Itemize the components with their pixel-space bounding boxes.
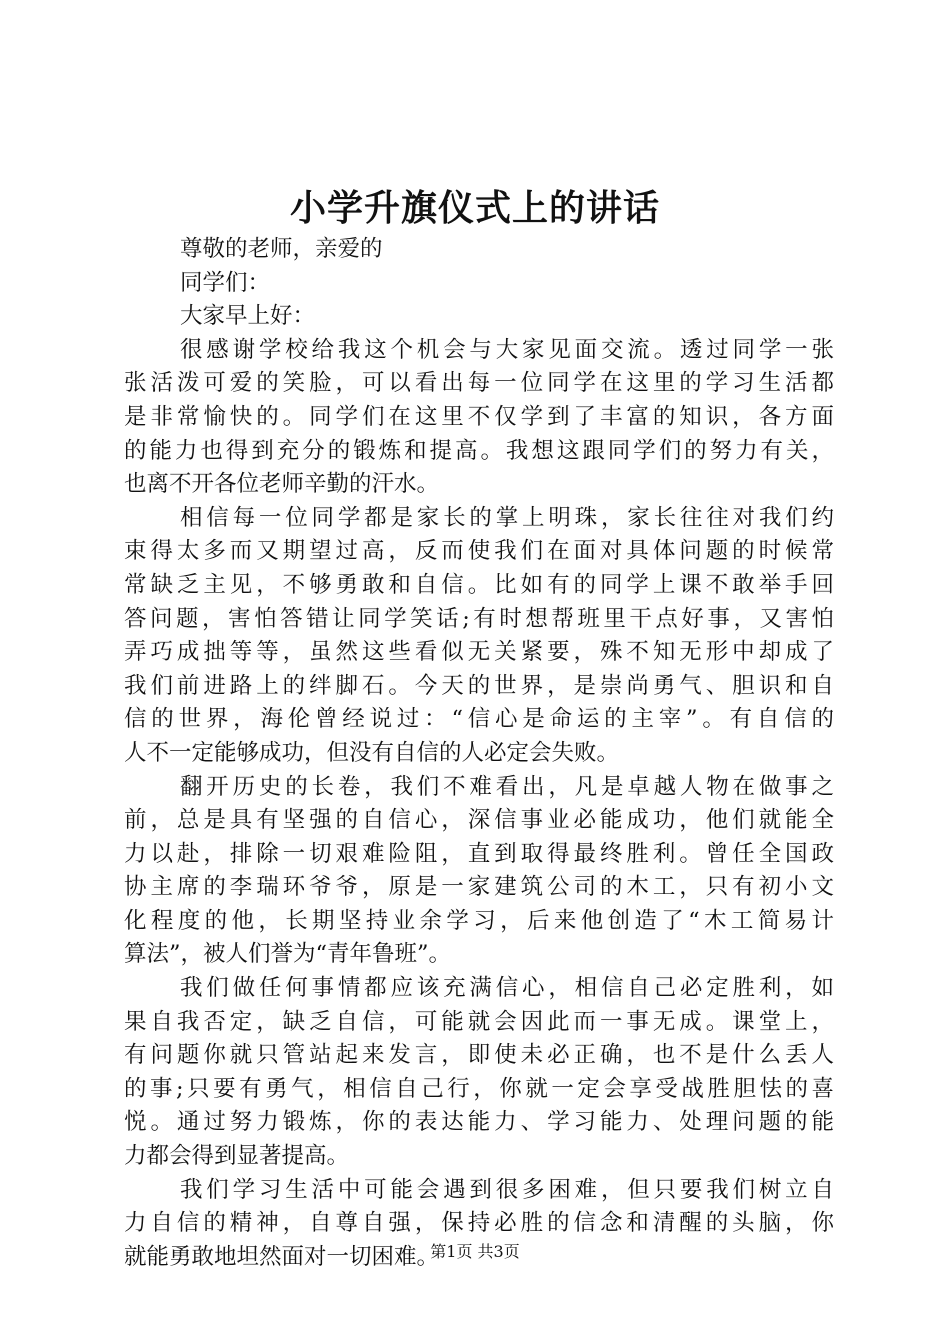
text-line: 悦。通过努力锻炼，你的表达能力、学习能力、处理问题的能	[124, 1109, 834, 1136]
text-line: 常缺乏主见，不够勇敢和自信。比如有的同学上课不敢举手回	[124, 571, 834, 598]
text-line: 大家早上好：	[180, 303, 316, 330]
text-line: 化程度的他，长期坚持业余学习，后来他创造了“木工简易计	[124, 907, 834, 934]
text-line: 力以赴，排除一切艰难险阻，直到取得最终胜利。曾任全国政	[124, 840, 834, 867]
text-line: 力都会得到显著提高。	[124, 1143, 350, 1170]
text-line: 协主席的李瑞环爷爷，原是一家建筑公司的木工，只有初小文	[124, 874, 834, 901]
text-line: 很感谢学校给我这个机会与大家见面交流。透过同学一张	[180, 336, 834, 363]
text-line: 力自信的精神，自尊自强，保持必胜的信念和清醒的头脑，你	[124, 1210, 834, 1237]
text-line: 信的世界，海伦曾经说过：“信心是命运的主宰”。有自信的	[124, 706, 834, 733]
document-title: 小学升旗仪式上的讲话	[289, 187, 660, 229]
text-line: 我们前进路上的绊脚石。今天的世界，是崇尚勇气、胆识和自	[124, 672, 834, 699]
text-line: 我们做任何事情都应该充满信心，相信自己必定胜利，如	[180, 975, 834, 1002]
text-line: 张活泼可爱的笑脸，可以看出每一位同学在这里的学习生活都	[124, 370, 834, 397]
text-line: 束得太多而又期望过高，反而使我们在面对具体问题的时候常	[124, 538, 834, 565]
text-line: 人不一定能够成功，但没有自信的人必定会失败。	[124, 739, 620, 766]
text-line: 的能力也得到充分的锻炼和提高。我想这跟同学们的努力有关，	[124, 437, 834, 464]
text-line: 也离不开各位老师辛勤的汗水。	[124, 471, 440, 498]
text-line: 就能勇敢地坦然面对一切困难。	[124, 1243, 440, 1270]
text-line: 我们学习生活中可能会遇到很多困难，但只要我们树立自	[180, 1176, 834, 1203]
text-line: 相信每一位同学都是家长的掌上明珠，家长往往对我们约	[180, 504, 834, 531]
text-line: 算法”，被人们誉为“青年鲁班”。	[124, 941, 452, 968]
text-line: 弄巧成拙等等，虽然这些看似无关紧要，殊不知无形中却成了	[124, 639, 834, 666]
text-line: 是非常愉快的。同学们在这里不仅学到了丰富的知识，各方面	[124, 403, 834, 430]
text-line: 有问题你就只管站起来发言，即使未必正确，也不是什么丢人	[124, 1042, 834, 1069]
text-line: 答问题，害怕答错让同学笑话;有时想帮班里干点好事，又害怕	[124, 605, 834, 632]
page-footer: 第1页 共3页	[430, 1242, 520, 1261]
text-line: 同学们：	[180, 269, 271, 296]
text-line: 的事;只要有勇气，相信自己行，你就一定会享受战胜胆怯的喜	[124, 1075, 834, 1102]
text-line: 翻开历史的长卷，我们不难看出，凡是卓越人物在做事之	[180, 773, 834, 800]
document-body	[124, 233, 834, 1274]
text-line: 果自我否定，缺乏自信，可能就会因此而一事无成。课堂上，	[124, 1008, 834, 1035]
text-line: 前，总是具有坚强的自信心，深信事业必能成功，他们就能全	[124, 807, 834, 834]
text-line: 尊敬的老师，亲爱的	[180, 236, 383, 262]
